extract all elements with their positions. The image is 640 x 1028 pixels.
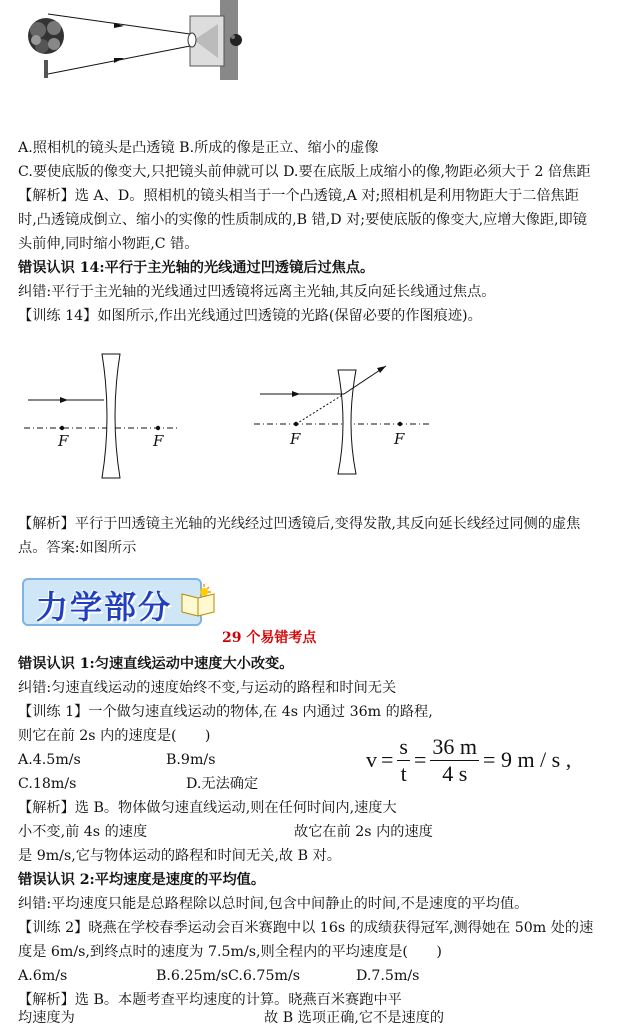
analysis-line: 小不变,前 4s 的速度 (18, 824, 148, 840)
lens-diagram-answer (254, 366, 430, 474)
concave-lens-figure (20, 350, 460, 490)
analysis-line: 均速度为 (18, 1010, 75, 1026)
lens-diagram-question (24, 354, 180, 478)
focus-label: F (153, 432, 164, 450)
option-line: A.照相机的镜头是凸透镜 B.所成的像是正立、缩小的虚像 (18, 140, 379, 156)
formula-symbol: v (366, 747, 377, 772)
training-question: 则它在前 2s 内的速度是( ) (18, 728, 211, 744)
analysis-line: 【解析】平行于凹透镜主光轴的光线经过凹透镜后,变得发散,其反向延长线经过同侧的虚焦 (18, 516, 581, 532)
option-bc: B.6.25m/sC.6.75m/s (156, 968, 301, 984)
training-question: 度是 6m/s,到终点时的速度为 7.5m/s,则全程内的平均速度是( ) (18, 944, 442, 960)
analysis-line: 【解析】选 B。物体做匀速直线运动,则在任何时间内,速度大 (18, 800, 397, 816)
error-heading: 错误认识 1:匀速直线运动中速度大小改变。 (18, 656, 294, 672)
analysis-line: 时,凸透镜成倒立、缩小的实像的性质制成的,B 错,D 对;要使底版的像变大,应增大像距,即镜 (18, 212, 587, 228)
focus-label: F (58, 432, 69, 450)
section-subtitle: 29 个易错考点 (222, 630, 317, 646)
image-tree-icon (230, 34, 242, 46)
correction-text: 纠错:匀速直线运动的速度始终不变,与运动的路程和时间无关 (18, 680, 397, 696)
option-a: A.4.5m/s (18, 752, 81, 768)
formula-numerator: 36 m (432, 733, 478, 759)
formula-symbol: = (413, 747, 427, 772)
formula-fraction (397, 734, 410, 787)
formula-denominator: t (400, 760, 407, 786)
tree-icon (28, 18, 64, 78)
option-d: D.无法确定 (186, 776, 259, 792)
training-question: 【训练 1】一个做匀速直线运动的物体,在 4s 内通过 36m 的路程, (18, 704, 433, 720)
analysis-line: 故 B 选项正确,它不是速度的 (264, 1010, 445, 1026)
option-d: D.7.5m/s (356, 968, 420, 984)
book-icon (180, 584, 218, 618)
correction-text: 纠错:平行于主光轴的光线通过凹透镜将远离主光轴,其反向延长线通过焦点。 (18, 284, 496, 300)
formula-numerator: s (399, 733, 408, 759)
analysis-line: 【解析】选 A、D。照相机的镜头相当于一个凸透镜,A 对;照相机是利用物距大于二倍焦距 (18, 188, 579, 204)
focus-label: F (290, 430, 301, 448)
section-banner-title: 力学部分 (36, 588, 173, 626)
analysis-line: 点。答案:如图所示 (18, 540, 137, 556)
analysis-line: 故它在前 2s 内的速度 (294, 824, 433, 840)
error-heading: 错误认识 2:平均速度是速度的平均值。 (18, 872, 266, 888)
option-line: C.要使底版的像变大,只把镜头前伸就可以 D.要在底版上成缩小的像,物距必须大于 2 倍焦距 (18, 164, 591, 180)
camera-figure (14, 0, 264, 82)
training-question: 【训练 14】如图所示,作出光线通过凹透镜的光路(保留必要的作图痕迹)。 (18, 308, 482, 324)
speed-formula (366, 733, 572, 786)
section-banner (22, 574, 216, 628)
training-question: 【训练 2】晓燕在学校春季运动会百米赛跑中以 16s 的成绩获得冠军,测得她在 50m 处的速 (18, 920, 594, 936)
formula-denominator: 4 s (442, 760, 468, 786)
analysis-line: 头前伸,同时缩小物距,C 错。 (18, 236, 199, 252)
formula-fraction (430, 734, 479, 787)
formula-result: = 9 m / s , (483, 747, 572, 772)
error-heading: 错误认识 14:平行于主光轴的光线通过凹透镜后过焦点。 (18, 260, 375, 276)
analysis-line: 【解析】选 B。本题考查平均速度的计算。晓燕百米赛跑中平 (18, 992, 402, 1008)
correction-text: 纠错:平均速度只能是总路程除以总时间,包含中间静止的时间,不是速度的平均值。 (18, 896, 529, 912)
analysis-line: 是 9m/s,它与物体运动的路程和时间无关,故 B 对。 (18, 848, 341, 864)
option-a: A.6m/s (18, 968, 68, 984)
focus-label: F (394, 430, 405, 448)
option-b: B.9m/s (166, 752, 216, 768)
option-c: C.18m/s (18, 776, 77, 792)
formula-symbol: = (381, 747, 394, 772)
